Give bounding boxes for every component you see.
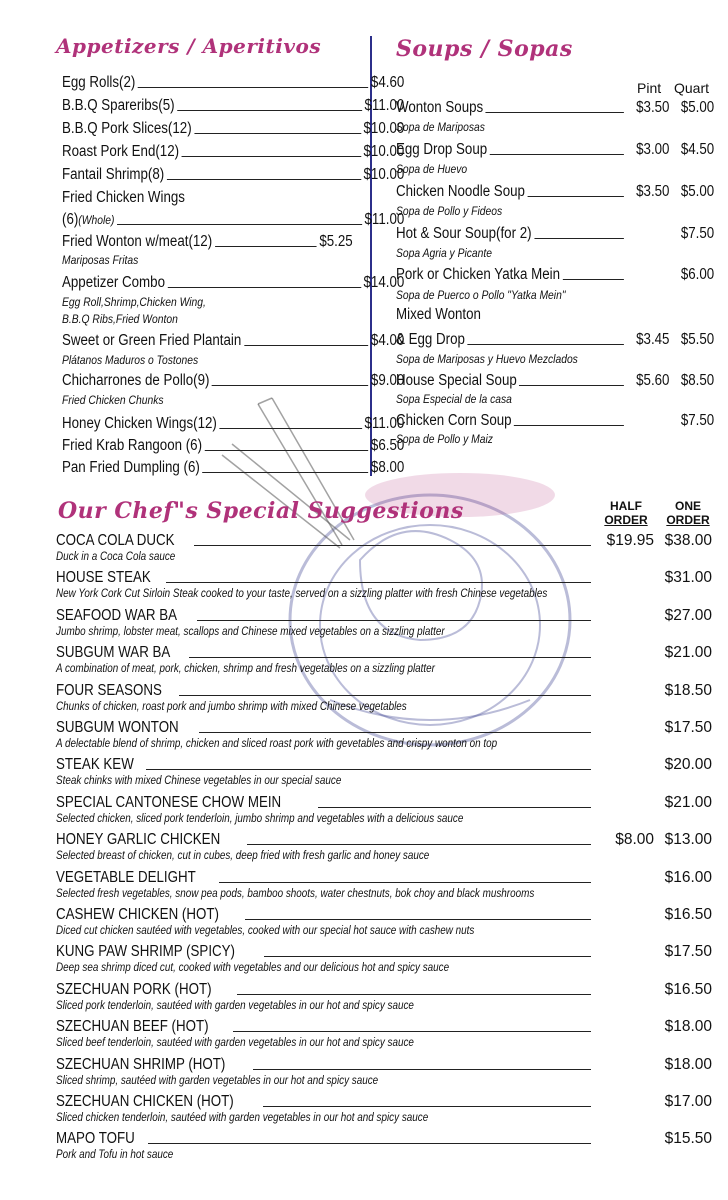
leader-line [148, 1143, 591, 1144]
item-name: Egg Drop Soup [396, 141, 488, 158]
pint-price: $3.45 [636, 331, 670, 348]
leader-line [245, 919, 591, 920]
item-name: Chicken Noodle Soup [396, 183, 525, 200]
leader-line [197, 620, 591, 621]
suggestion-row [56, 531, 712, 551]
item-name: Fantail Shrimp(8) [62, 166, 165, 183]
menu-item [62, 458, 404, 478]
dish-description: Sliced pork tenderloin, sautéed with garden vegetables in our hot and spicy sauce [56, 999, 414, 1012]
dish-description: Chunks of chicken, roast pork and jumbo shrimp with mixed Chinese vegetables [56, 700, 407, 713]
soup-item [396, 330, 714, 350]
dish-name: SEAFOOD WAR BA [56, 606, 177, 624]
suggestion-row [56, 1017, 712, 1037]
item-price: $8.00 [370, 459, 405, 476]
suggestions-heading: Our Chef"s Special Suggestions [58, 498, 464, 524]
quart-price: $4.50 [680, 141, 715, 158]
item-name: Fried Wonton w/meat(12) [62, 233, 213, 250]
item-subtitle: Fried Chicken Chunks [62, 393, 164, 407]
suggestion-row [56, 1055, 712, 1075]
dish-name: SPECIAL CANTONESE CHOW MEIN [56, 793, 282, 811]
dish-name: SZECHUAN PORK (HOT) [56, 980, 212, 998]
item-subtitle: Sopa de Pollo y Maiz [396, 432, 493, 446]
suggestion-item [56, 1055, 712, 1093]
full-price: $13.00 [664, 831, 712, 849]
item-subtitle: Sopa de Pollo y Fideos [396, 204, 503, 218]
dish-description: Sliced shrimp, sautéed with garden vegetables in our hot and spicy sauce [56, 1074, 379, 1087]
half-price: $19.95 [606, 532, 654, 549]
item-price: $5.25 [319, 233, 353, 250]
leader-line [194, 545, 591, 546]
pint-price: $3.50 [636, 99, 670, 116]
soups-heading: Soups / Sopas [396, 36, 573, 62]
item-subtitle: Sopa Especial de la casa [396, 392, 512, 406]
item-name: Mixed Wonton [396, 306, 481, 323]
suggestion-item [56, 643, 712, 681]
item-subtitle: Mariposas Fritas [62, 253, 139, 267]
suggestion-row [56, 868, 712, 888]
item-price: $4.00 [370, 332, 405, 349]
leader-line [244, 345, 368, 346]
menu-item [62, 414, 404, 434]
leader-line [199, 732, 591, 733]
full-price: $18.00 [664, 1018, 712, 1036]
dish-name: SZECHUAN CHICKEN (HOT) [56, 1093, 234, 1110]
leader-line [247, 844, 591, 845]
dish-name: COCA COLA DUCK [56, 532, 175, 549]
full-price: $18.00 [664, 1055, 712, 1073]
full-price: $21.00 [664, 644, 712, 662]
leader-line [212, 385, 368, 386]
half-label-line2: ORDER [604, 513, 648, 527]
dish-description: A delectable blend of shrimp, chicken and sliced roast pork with gevetables and crispy wonton on top [56, 738, 498, 750]
appetizers-heading: Appetizers / Aperitivos [56, 34, 322, 58]
dish-description: Sliced beef tenderloin, sautéed with garden vegetables in our hot and spicy sauce [56, 1037, 414, 1050]
item-subtitle: Sopa Agria y Picante [396, 246, 492, 260]
menu-item [62, 232, 353, 252]
leader-line [528, 196, 624, 197]
dish-description: Selected chicken, sliced pork tenderloin, jumbo shrimp and vegetables with a delicious sauce [56, 812, 464, 825]
leader-line [138, 87, 368, 88]
pint-price: $3.00 [636, 141, 670, 158]
dish-description: Pork and Tofu in hot sauce [56, 1149, 174, 1162]
item-price: $11.00 [364, 415, 405, 432]
item-name: Chicharrones de Pollo(9) [62, 372, 210, 389]
suggestion-row [56, 942, 712, 962]
item-price: $10.00 [363, 120, 405, 137]
full-price: $17.00 [664, 1093, 712, 1110]
menu-item [62, 142, 404, 162]
suggestion-item [56, 606, 712, 644]
leader-line [215, 246, 317, 247]
full-price: $18.50 [664, 681, 712, 699]
suggestion-item [56, 755, 712, 793]
leader-line [194, 133, 361, 134]
leader-line [318, 807, 591, 808]
dish-name: MAPO TOFU [56, 1130, 135, 1148]
item-note: (Whole) [78, 213, 115, 227]
item-price: $4.60 [370, 74, 405, 91]
leader-line [519, 385, 624, 386]
full-price: $27.00 [664, 606, 712, 624]
leader-line [514, 425, 624, 426]
full-price: $17.50 [664, 943, 712, 961]
item-subtitle: Sopa de Mariposas [396, 120, 485, 134]
leader-line [189, 657, 591, 658]
leader-line [490, 154, 624, 155]
quart-price: $6.00 [680, 266, 715, 283]
soup-item [396, 265, 714, 285]
item-price: $11.00 [364, 97, 405, 114]
suggestion-item [56, 942, 712, 980]
dish-name: KUNG PAW SHRIMP (SPICY) [56, 943, 235, 961]
leader-line [168, 287, 361, 288]
item-name: Roast Pork End(12) [62, 143, 180, 160]
leader-line [534, 238, 624, 239]
leader-line [182, 156, 361, 157]
quart-label: Quart [674, 80, 710, 96]
suggestion-row [56, 793, 712, 813]
item-name: (6) [62, 211, 79, 228]
leader-line [117, 224, 362, 225]
item-subtitle: Sopa de Huevo [396, 162, 468, 176]
suggestion-row [56, 1092, 712, 1112]
suggestion-item [56, 1017, 712, 1055]
leader-line [264, 956, 591, 957]
full-price: $16.50 [664, 980, 712, 998]
full-label-line1: ONE [674, 499, 701, 513]
full-price: $17.50 [664, 719, 712, 736]
full-price: $16.50 [664, 906, 712, 923]
item-name: Fried Chicken Wings [62, 189, 185, 206]
dish-description: New York Cork Cut Sirloin Steak cooked to your taste, served on a sizzling platter with fresh Chinese vegetables [56, 588, 548, 601]
pint-label: Pint [637, 80, 662, 96]
item-name: Egg Rolls(2) [62, 74, 136, 91]
dish-name: SZECHUAN SHRIMP (HOT) [56, 1055, 226, 1073]
leader-line [167, 179, 361, 180]
soup-item [396, 371, 714, 391]
item-name: Honey Chicken Wings(12) [62, 415, 217, 432]
dish-description: A combination of meat, pork, chicken, shrimp and fresh vegetables on a sizzling platter [56, 663, 435, 676]
full-price: $21.00 [664, 793, 712, 811]
dish-name: FOUR SEASONS [56, 681, 162, 699]
dish-description: Steak chinks with mixed Chinese vegetables in our special sauce [56, 775, 342, 788]
dish-name: CASHEW CHICKEN (HOT) [56, 906, 219, 923]
item-name: & Egg Drop [396, 331, 465, 348]
half-label-line1: HALF [610, 499, 642, 513]
leader-line [468, 344, 624, 345]
item-subtitle: Sopa de Puerco o Pollo "Yatka Mein" [396, 288, 566, 302]
item-price: $9.00 [370, 372, 405, 389]
menu-item [62, 210, 404, 230]
full-price: $15.50 [664, 1130, 712, 1148]
dish-name: SZECHUAN BEEF (HOT) [56, 1018, 209, 1036]
quart-price: $5.50 [680, 331, 715, 348]
quart-price: $5.00 [680, 183, 715, 200]
leader-line [146, 769, 591, 770]
item-name: Pan Fried Dumpling (6) [62, 459, 200, 476]
item-name: B.B.Q Pork Slices(12) [62, 120, 192, 137]
pint-price: $5.60 [636, 372, 670, 389]
leader-line [179, 695, 591, 696]
leader-line [177, 110, 362, 111]
item-name: B.B.Q Spareribs(5) [62, 97, 175, 114]
dish-description: Jumbo shrimp, lobster meat, scallops and Chinese mixed vegetables on a sizzling platter [56, 625, 445, 638]
full-label-line2: ORDER [666, 513, 710, 527]
item-price: $11.00 [364, 211, 405, 228]
dish-description: Sliced chicken tenderloin, sautéed with garden vegetables in our hot and spicy sauce [56, 1112, 429, 1124]
menu-item [62, 273, 404, 293]
leader-line [202, 472, 368, 473]
full-price: $16.00 [664, 868, 712, 886]
suggestion-row [56, 568, 712, 588]
full-price: $20.00 [664, 756, 712, 774]
leader-line [205, 450, 369, 451]
dish-description: Diced cut chicken sautéed with vegetables, cooked with our special hot sauce with cashew nuts [56, 925, 475, 937]
leader-line [219, 882, 591, 883]
leader-line [166, 582, 591, 583]
menu-item [62, 119, 404, 139]
dish-name: STEAK KEW [56, 756, 134, 774]
suggestion-row [56, 830, 712, 850]
item-name: Sweet or Green Fried Plantain [62, 332, 242, 349]
dish-name: SUBGUM WAR BA [56, 644, 171, 662]
suggestion-item [56, 1092, 712, 1130]
leader-line [237, 994, 591, 995]
dish-description: Duck in a Coca Cola sauce [56, 551, 176, 563]
item-price: $14.00 [363, 274, 405, 291]
menu-item [62, 371, 404, 391]
item-name: Pork or Chicken Yatka Mein [396, 266, 560, 283]
menu-item [62, 436, 404, 456]
soup-item [396, 98, 714, 118]
leader-line [263, 1106, 591, 1107]
one-order-label [660, 499, 716, 527]
dish-name: VEGETABLE DELIGHT [56, 868, 196, 886]
suggestion-row [56, 681, 712, 701]
suggestion-item [56, 868, 712, 906]
suggestion-row [56, 718, 712, 738]
suggestion-row [56, 606, 712, 626]
menu-item [62, 331, 404, 351]
suggestion-item [56, 568, 712, 606]
item-price: $10.00 [363, 143, 405, 160]
soup-item [396, 182, 714, 202]
menu-item [62, 165, 404, 185]
item-name: Fried Krab Rangoon (6) [62, 437, 203, 454]
suggestion-item [56, 905, 712, 943]
full-price: $38.00 [664, 532, 712, 549]
leader-line [253, 1069, 591, 1070]
leader-line [233, 1031, 591, 1032]
quart-price: $5.00 [680, 99, 715, 116]
suggestion-item [56, 1129, 712, 1167]
item-name: Hot & Sour Soup(for 2) [396, 225, 532, 242]
quart-price: $7.50 [680, 412, 715, 429]
leader-line [563, 279, 624, 280]
soup-item [396, 411, 714, 431]
dish-description: Deep sea shrimp diced cut, cooked with vegetables and our delicious hot and spicy sauce [56, 962, 450, 975]
item-subtitle: B.B.Q Ribs,Fried Wonton [62, 312, 178, 326]
leader-line [486, 112, 624, 113]
dish-name: HONEY GARLIC CHICKEN [56, 831, 221, 849]
suggestion-row [56, 755, 712, 775]
menu-item [62, 96, 404, 116]
item-subtitle: Plátanos Maduros o Tostones [62, 353, 199, 367]
suggestion-item [56, 830, 712, 868]
item-price: $10.00 [363, 166, 405, 183]
suggestion-row [56, 980, 712, 1000]
dish-description: Selected fresh vegetables, snow pea pods, bamboo shoots, water chestnuts, bok choy and black mushrooms [56, 887, 535, 900]
item-name: Appetizer Combo [62, 274, 165, 291]
suggestion-item [56, 531, 712, 569]
suggestion-item [56, 681, 712, 719]
quart-price: $8.50 [680, 372, 715, 389]
half-order-label [600, 499, 652, 527]
dish-name: SUBGUM WONTON [56, 719, 179, 736]
suggestion-item [56, 793, 712, 831]
item-name: Wonton Soups [396, 99, 484, 116]
suggestion-row [56, 643, 712, 663]
dish-name: HOUSE STEAK [56, 569, 151, 587]
item-name: House Special Soup [396, 372, 517, 389]
leader-line [219, 428, 361, 429]
suggestion-row [56, 905, 712, 925]
suggestion-item [56, 980, 712, 1018]
suggestion-row [56, 1129, 712, 1149]
dish-description: Selected breast of chicken, cut in cubes, deep fried with fresh garlic and honey sauce [56, 850, 430, 863]
full-price: $31.00 [664, 569, 712, 587]
item-name: Chicken Corn Soup [396, 412, 512, 429]
item-price: $6.50 [370, 437, 405, 454]
suggestion-item [56, 718, 712, 756]
menu-item [62, 73, 404, 93]
item-subtitle: Sopa de Mariposas y Huevo Mezclados [396, 352, 578, 366]
half-price: $8.00 [615, 831, 654, 849]
pint-price: $3.50 [636, 183, 670, 200]
soup-item [396, 140, 714, 160]
quart-price: $7.50 [680, 225, 715, 242]
item-subtitle: Egg Roll,Shrimp,Chicken Wing, [62, 295, 206, 309]
soup-item [396, 224, 714, 244]
